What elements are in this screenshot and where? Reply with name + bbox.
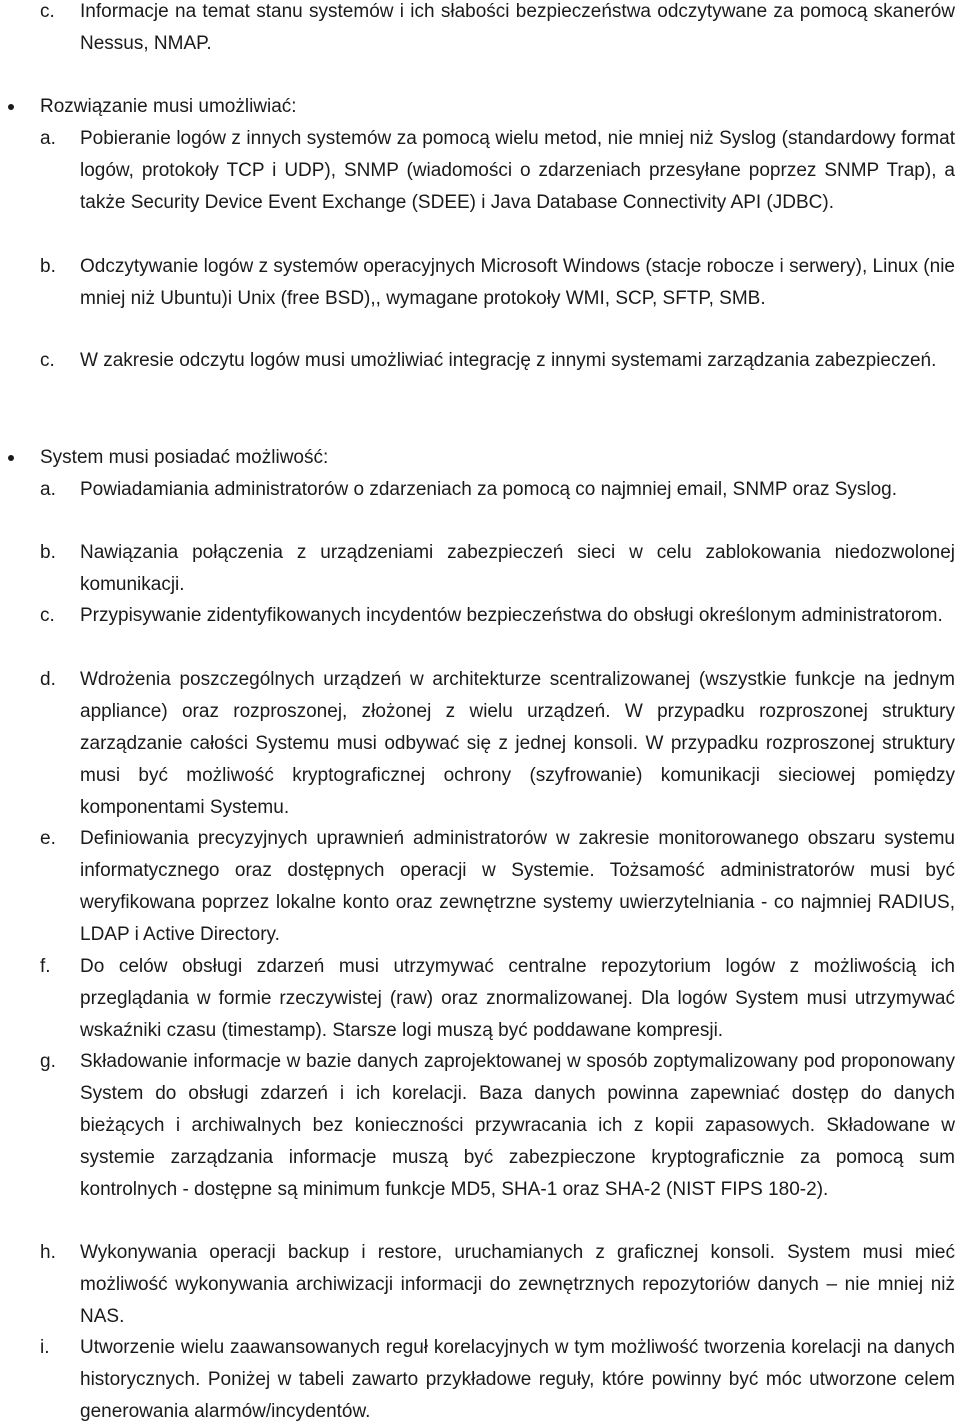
list-marker: h.: [40, 1242, 56, 1263]
section-heading: Rozwiązanie musi umożliwiać:: [40, 96, 297, 117]
list-item-text: Do celów obsługi zdarzeń musi utrzymywać centralne repozytorium logów z możliwością ich przeglądania w formie rzeczywistej (raw) oraz znormalizowanej. Dla logów System musi utrzymywać wskaźniki czasu (timestamp). Starsze logi muszą być poddawane kompresji.: [80, 956, 955, 1041]
list-item-text: Powiadamiania administratorów o zdarzeniach za pomocą co najmniej email, SNMP oraz Syslog.: [80, 479, 898, 500]
list-marker: d.: [40, 669, 56, 690]
bullet-icon: [8, 104, 14, 110]
list-marker: e.: [40, 828, 56, 849]
list-marker: a.: [40, 479, 56, 500]
list-item-text: Odczytywanie logów z systemów operacyjnych Microsoft Windows (stacje robocze i serwery), Linux (nie mniej niż Ubuntu)i Unix (free BSD),, wymagane protokoły WMI, SCP, SFTP, SMB.: [80, 256, 955, 309]
bullet-icon: [8, 455, 14, 461]
list-marker: i.: [40, 1337, 50, 1358]
list-marker: b.: [40, 256, 56, 277]
list-item-text: Składowanie informacje w bazie danych zaprojektowanej w sposób zoptymalizowany pod proponowany System do obsługi zdarzeń i ich korelacji. Baza danych powinna zapewniać dostęp do danych bieżących i archiwalnych bez konieczności przywracania ich z kopii zapasowych. Składowane w systemie zarządzania informacje muszą być zabezpieczone kryptograficznie za pomocą sum kontrolnych - dostępne są minimum funkcje MD5, SHA-1 oraz SHA-2 (NIST FIPS 180-2).: [80, 1051, 955, 1200]
list-item-text: Informacje na temat stanu systemów i ich słabości bezpieczeństwa odczytywane za pomocą skanerów Nessus, NMAP.: [80, 1, 955, 54]
list-item-text: Wykonywania operacji backup i restore, uruchamianych z graficznej konsoli. System musi mieć możliwość wykonywania archiwizacji informacji do zewnętrznych repozytoriów danych – nie mniej niż NAS.: [80, 1242, 955, 1327]
list-marker: a.: [40, 128, 56, 149]
list-marker: b.: [40, 542, 56, 563]
list-item-text: Nawiązania połączenia z urządzeniami zabezpieczeń sieci w celu zablokowania niedozwolonej komunikacji.: [80, 542, 955, 595]
section-heading: System musi posiadać możliwość:: [40, 447, 329, 468]
list-item-text: Utworzenie wielu zaawansowanych reguł korelacyjnych w tym możliwość tworzenia korelacji na danych historycznych. Poniżej w tabeli zawarto przykładowe reguły, które powinny być móc utworzone celem generowania alarmów/incydentów.: [80, 1337, 955, 1422]
list-item-text: Pobieranie logów z innych systemów za pomocą wielu metod, nie mniej niż Syslog (standardowy format logów, protokoły TCP i UDP), SNMP (wiadomości o zdarzeniach przesyłane poprzez SNMP Trap), a także Security Device Event Exchange (SDEE) i Java Database Connectivity API (JDBC).: [80, 128, 955, 213]
list-marker: f.: [40, 956, 51, 977]
list-item-text: Wdrożenia poszczególnych urządzeń w architekturze scentralizowanej (wszystkie funkcje na jednym appliance) oraz rozproszonej, złożonej z wielu urządzeń. W przypadku rozproszonej struktury zarządzanie całości Systemu musi odbywać się z jednej konsoli. W przypadku rozproszonej struktury musi być możliwość kryptograficznej ochrony (szyfrowanie) komunikacji sieciowej pomiędzy komponentami Systemu.: [80, 669, 955, 818]
list-marker: c.: [40, 350, 55, 371]
list-item-text: Definiowania precyzyjnych uprawnień administratorów w zakresie monitorowanego obszaru systemu informatycznego oraz dostępnych operacji w Systemie. Tożsamość administratorów musi być weryfikowana poprzez lokalne konto oraz zewnętrzne systemy uwierzytelniania - co najmniej RADIUS, LDAP i Active Directory.: [80, 828, 955, 945]
list-marker: c.: [40, 605, 55, 626]
list-item-text: Przypisywanie zidentyfikowanych incydentów bezpieczeństwa do obsługi określonym administratorom.: [80, 605, 943, 626]
list-item-text: W zakresie odczytu logów musi umożliwiać integrację z innymi systemami zarządzania zabezpieczeń.: [80, 350, 937, 371]
list-marker: g.: [40, 1051, 56, 1072]
list-marker: c.: [40, 1, 55, 22]
